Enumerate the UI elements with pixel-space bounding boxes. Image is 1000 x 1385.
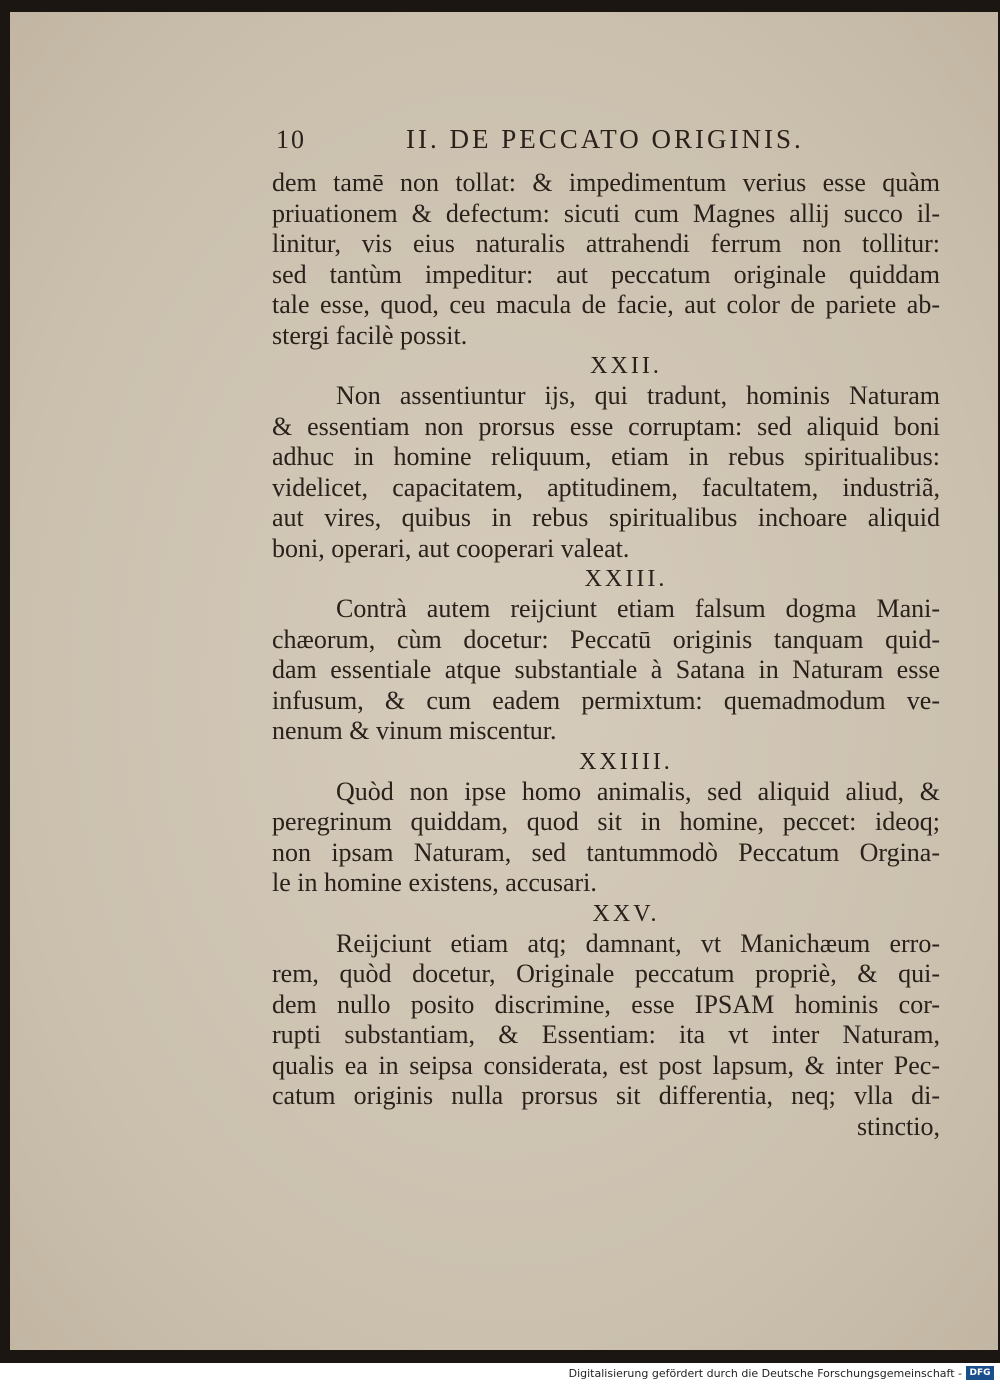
catchword: stinctio, [856, 1111, 940, 1141]
section-heading-22: XXII. [590, 353, 662, 379]
text-line: le in homine existens, accusari. [272, 868, 597, 897]
footer-credit: Digitalisierung gefördert durch die Deutsche Forschungsgemeinschaft - [568, 1367, 962, 1380]
text-line: catum originis nulla prorsus sit differentia, neq; vlla di- [272, 1081, 940, 1110]
text-line: & essentiam non prorsus esse corruptam: sed aliquid boni [272, 411, 940, 441]
text-line: chæorum, cùm docetur: Peccatū originis tanquam quid- [272, 624, 940, 654]
section-heading-23: XXIII. [584, 566, 668, 592]
text-line: adhuc in homine reliquum, etiam in rebus spiritualibus: [272, 442, 940, 471]
text-line: qualis ea in seipsa considerata, est post lapsum, & inter Pec- [272, 1050, 940, 1080]
dfg-logo-icon: DFG [966, 1366, 994, 1380]
section-heading-24: XXIIII. [579, 748, 673, 775]
running-title: II. DE PECCATO ORIGINIS. [406, 124, 804, 154]
text-line: Quòd non ipse homo animalis, sed aliquid aliud, & [336, 776, 940, 806]
text-line: priuationem & defectum: sicuti cum Magnes allij succo il- [272, 198, 940, 228]
text-line: Reijciunt etiam atq; damnant, vt Manichæum erro- [336, 928, 940, 958]
book-page [10, 12, 998, 1350]
text-line: boni, operari, aut cooperari valeat. [272, 533, 630, 563]
text-line: Non assentiuntur ijs, qui tradunt, hominis Naturam [336, 381, 940, 410]
text-block [272, 124, 940, 1142]
paragraph-1 [272, 168, 940, 351]
page-number: 10 [276, 125, 306, 154]
paragraph-22 [272, 381, 940, 564]
running-head [272, 124, 940, 168]
text-line: rem, quòd docetur, Originale peccatum propriè, & qui- [272, 959, 940, 988]
digitization-footer [0, 1363, 1000, 1385]
text-line: infusum, & cum eadem permixtum: quemadmodum ve- [272, 685, 940, 715]
text-line: nenum & vinum miscentur. [272, 716, 557, 745]
section-heading-25: XXV. [592, 900, 660, 927]
text-line: linitur, vis eius naturalis attrahendi ferrum non tollitur: [272, 229, 940, 258]
text-line: dam essentiale atque substantiale à Satana in Naturam esse [272, 655, 940, 684]
text-line: Contrà autem reijciunt etiam falsum dogma Mani- [336, 594, 940, 623]
text-line: dem tamē non tollat: & impedimentum verius esse quàm [272, 168, 940, 197]
paragraph-23 [272, 594, 940, 747]
paragraph-25 [272, 929, 940, 1112]
text-line: dem nullo posito discrimine, esse IPSAM hominis cor- [272, 989, 940, 1019]
text-line: stergi facilè possit. [272, 320, 468, 350]
text-line: aut vires, quibus in rebus spiritualibus inchoare aliquid [272, 503, 940, 532]
text-line: videlicet, capacitatem, aptitudinem, facultatem, industriã, [272, 472, 940, 502]
text-line: tale esse, quod, ceu macula de facie, aut color de pariete ab- [272, 290, 940, 319]
paragraph-24 [272, 777, 940, 899]
text-line: non ipsam Naturam, sed tantummodò Peccatum Orgina- [272, 837, 940, 867]
text-line: peregrinum quiddam, quod sit in homine, peccet: ideoq; [272, 807, 940, 836]
text-line: sed tantùm impeditur: aut peccatum originale quiddam [272, 259, 940, 289]
text-line: rupti substantiam, & Essentiam: ita vt inter Naturam, [272, 1020, 940, 1049]
